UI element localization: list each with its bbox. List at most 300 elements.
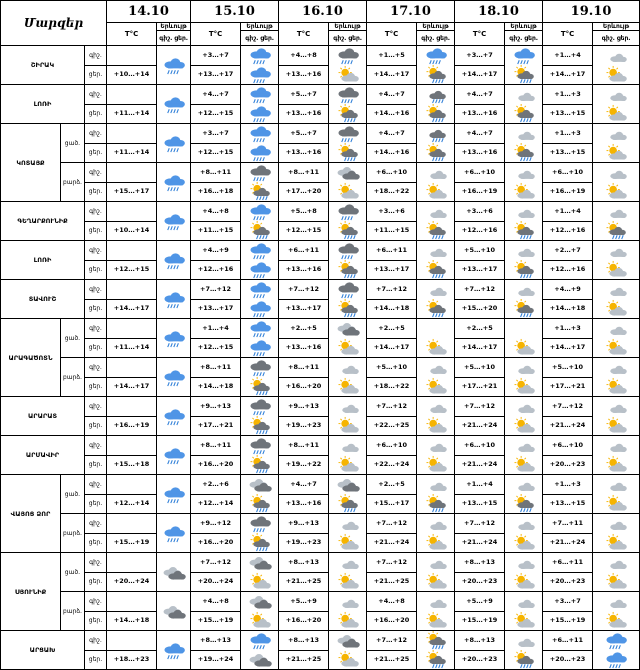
temperature-value	[107, 280, 157, 300]
sun-cloud-icon	[604, 494, 628, 513]
temperature-value: +21…+24	[367, 533, 417, 553]
time-of-day-label: գիշ․	[85, 475, 107, 495]
rain-icon	[162, 134, 186, 153]
phenomenon-cell	[329, 514, 367, 553]
temperature-value: +9…+13	[191, 397, 241, 417]
moon-cloud-icon	[424, 514, 448, 533]
temperature-value: +16…+20	[279, 611, 329, 631]
temperature-value: +16…+19	[455, 182, 505, 202]
rain-icon	[248, 124, 272, 143]
cloud-rain-icon	[248, 358, 272, 377]
time-of-day-label: գիշ․	[85, 85, 107, 105]
temperature-value: +5…+7	[279, 85, 329, 105]
rain-icon	[248, 85, 272, 104]
temperature-value: +16…+18	[191, 182, 241, 202]
sun-cloud-icon	[336, 377, 360, 396]
rain-icon	[162, 290, 186, 309]
temperature-value: +6…+10	[455, 163, 505, 183]
moon-cloud-icon	[604, 592, 628, 611]
temperature-value	[107, 553, 157, 573]
temperature-value: +8…+13	[455, 631, 505, 651]
sun-rain-icon	[424, 221, 448, 240]
phenomenon-cell	[241, 319, 279, 358]
temperature-value: +7…+12	[455, 397, 505, 417]
phenomenon-cell	[241, 280, 279, 319]
temperature-value: +17…+20	[279, 182, 329, 202]
time-of-day-label: գիշ․	[85, 202, 107, 222]
temperature-value: +9…+12	[191, 514, 241, 534]
rain-icon	[162, 251, 186, 270]
sun-rain-icon	[512, 650, 536, 669]
time-of-day-label: գիշ․	[85, 553, 107, 573]
temperature-value: +4…+8	[367, 592, 417, 612]
temperature-value: +9…+13	[279, 397, 329, 417]
table-row	[1, 455, 640, 475]
phenomenon-cell	[241, 475, 279, 514]
temperature-value	[107, 436, 157, 456]
sun-rain-icon	[512, 260, 536, 279]
time-of-day-label: ցեր․	[85, 494, 107, 514]
temperature-value: +14…+16	[367, 104, 417, 124]
phenomenon-cell	[593, 319, 640, 358]
table-row	[1, 124, 640, 144]
moon-cloud-icon	[512, 475, 536, 494]
day-night-subheader	[241, 31, 279, 46]
sun-cloud-icon	[604, 572, 628, 591]
rain-icon	[162, 641, 186, 660]
region-label: ՍՅՈՒՆԻՔ	[1, 553, 61, 631]
phenomenon-cell	[157, 397, 191, 436]
sun-cloud-icon	[512, 338, 536, 357]
table-row	[1, 416, 640, 436]
table-row	[1, 260, 640, 280]
temperature-value	[107, 319, 157, 339]
sun-cloud-icon	[248, 572, 272, 591]
phenomenon-cell	[157, 514, 191, 553]
phenomenon-cell	[329, 85, 367, 124]
phenomenon-cell	[417, 631, 455, 670]
temperature-value: +21…+25	[367, 650, 417, 670]
phenomenon-cell	[505, 163, 543, 202]
sun-rain-icon	[604, 221, 628, 240]
sun-rain-icon	[512, 299, 536, 318]
sun-cloud-icon	[336, 338, 360, 357]
temperature-value: +21…+25	[279, 572, 329, 592]
time-of-day-label: ցեր․	[85, 182, 107, 202]
phenomenon-cell	[593, 358, 640, 397]
temperature-value: +4…+7	[367, 124, 417, 144]
temperature-value: +20…+24	[191, 572, 241, 592]
temperature-value	[107, 592, 157, 612]
time-of-day-label: ցեր․	[85, 533, 107, 553]
temperature-value: +1…+4	[191, 319, 241, 339]
temperature-value: +15…+19	[191, 611, 241, 631]
cloud-icon	[248, 650, 272, 669]
phenomenon-cell	[241, 514, 279, 553]
rain-icon	[248, 202, 272, 221]
table-row	[1, 650, 640, 670]
sun-cloud-icon	[512, 455, 536, 474]
moon-cloud-icon	[604, 553, 628, 572]
phenomenon-cell	[329, 124, 367, 163]
temperature-value: +12…+16	[455, 221, 505, 241]
temperature-value: +15…+18	[107, 455, 157, 475]
temperature-value: +2…+5	[279, 319, 329, 339]
temperature-value: +20…+23	[543, 650, 593, 670]
region-label: ԱՐԱԳԱԾՈՏՆ	[1, 319, 61, 397]
sun-rain-icon	[512, 494, 536, 513]
temperature-value: +4…+8	[191, 592, 241, 612]
temperature-value: +19…+22	[279, 455, 329, 475]
phenomenon-cell	[329, 280, 367, 319]
sun-cloud-icon	[424, 533, 448, 552]
table-row	[1, 104, 640, 124]
sun-rain-icon	[336, 143, 360, 162]
temperature-value: +1…+5	[367, 46, 417, 66]
sun-rain-icon	[248, 221, 272, 240]
moon-rain-icon	[424, 85, 448, 104]
sun-rain-icon	[336, 299, 360, 318]
moon-cloud-icon	[424, 475, 448, 494]
moon-rain-icon	[424, 124, 448, 143]
phenomenon-cell	[241, 436, 279, 475]
temperature-value: +1…+3	[543, 475, 593, 495]
time-of-day-label: գիշ․	[85, 592, 107, 612]
sun-cloud-icon	[336, 416, 360, 435]
temperature-value: +6…+10	[367, 436, 417, 456]
temperature-value: +12…+14	[107, 494, 157, 514]
temperature-value: +21…+24	[455, 533, 505, 553]
phenomenon-cell	[157, 592, 191, 631]
temperature-value: +13…+16	[279, 494, 329, 514]
phenomenon-cell	[241, 592, 279, 631]
rain-icon	[248, 65, 272, 84]
sun-rain-icon	[248, 494, 272, 513]
sun-cloud-icon	[424, 572, 448, 591]
sun-cloud-icon	[424, 182, 448, 201]
temperature-value: +19…+24	[191, 650, 241, 670]
phenomenon-cell	[417, 514, 455, 553]
phenomenon-header: Երևույթ	[241, 23, 279, 31]
sun-rain-icon	[248, 416, 272, 435]
moon-cloud-icon	[512, 436, 536, 455]
region-label: ԱՐՄԱՎԻՐ	[1, 436, 85, 475]
cloud-rain-icon	[248, 397, 272, 416]
temperature-value: +14…+16	[367, 143, 417, 163]
phenomenon-cell	[417, 475, 455, 514]
temp-header: T°C	[191, 23, 241, 46]
phenomenon-cell	[505, 553, 543, 592]
sun-rain-icon	[424, 494, 448, 513]
time-of-day-label: ցեր․	[85, 338, 107, 358]
sun-rain-icon	[336, 260, 360, 279]
phenomenon-cell	[329, 319, 367, 358]
temperature-value: +17…+21	[455, 377, 505, 397]
day-night-subheader	[505, 31, 543, 46]
phenomenon-cell	[505, 475, 543, 514]
phenomenon-cell	[329, 241, 367, 280]
rain-icon	[248, 319, 272, 338]
temperature-value	[107, 85, 157, 105]
phenomenon-cell	[593, 280, 640, 319]
sun-rain-icon	[424, 631, 448, 650]
sun-cloud-icon	[604, 611, 628, 630]
time-of-day-label: ցեր․	[85, 221, 107, 241]
date-4: 17.10	[367, 1, 455, 23]
sun-rain-icon	[336, 494, 360, 513]
temperature-value: +8…+11	[191, 163, 241, 183]
phenomenon-cell	[241, 241, 279, 280]
table-row	[1, 65, 640, 85]
temperature-value	[107, 631, 157, 651]
time-of-day-label: ցեր․	[85, 260, 107, 280]
moon-cloud-icon	[512, 202, 536, 221]
phenomenon-cell	[241, 397, 279, 436]
table-row	[1, 611, 640, 631]
sun-cloud-icon	[512, 377, 536, 396]
forecast-body	[1, 46, 640, 670]
phenomenon-cell	[505, 202, 543, 241]
phenomenon-cell	[593, 241, 640, 280]
sun-cloud-icon	[604, 299, 628, 318]
table-row	[1, 572, 640, 592]
cloud-rain-icon	[336, 202, 360, 221]
temperature-value: +11…+14	[107, 338, 157, 358]
temperature-value: +7…+12	[455, 514, 505, 534]
moon-cloud-icon	[604, 436, 628, 455]
time-of-day-label: գիշ․	[85, 514, 107, 534]
table-row	[1, 494, 640, 514]
temperature-value: +15…+17	[367, 494, 417, 514]
temperature-value: +7…+12	[367, 280, 417, 300]
temperature-value: +2…+5	[455, 319, 505, 339]
table-row	[1, 280, 640, 300]
moon-cloud-icon	[604, 397, 628, 416]
phenomenon-cell	[157, 124, 191, 163]
cloud-icon	[336, 163, 360, 182]
cloud-icon	[248, 592, 272, 611]
temperature-value: +14…+17	[543, 65, 593, 85]
cloud-icon	[248, 553, 272, 572]
cloud-icon	[162, 602, 186, 621]
sun-rain-icon	[248, 455, 272, 474]
phenomenon-cell	[417, 241, 455, 280]
temperature-value: +8…+11	[279, 358, 329, 378]
rain-icon	[512, 46, 536, 65]
phenomenon-cell	[593, 436, 640, 475]
temperature-value: +3…+7	[191, 46, 241, 66]
region-label: ՎԱՅՈՑ ՁՈՐ	[1, 475, 61, 553]
temperature-value: +7…+11	[543, 514, 593, 534]
moon-cloud-icon	[336, 514, 360, 533]
temperature-value	[107, 241, 157, 261]
temperature-value: +4…+7	[191, 85, 241, 105]
temperature-value: +14…+18	[107, 611, 157, 631]
temperature-value: +20…+23	[543, 572, 593, 592]
temperature-value: +6…+11	[543, 553, 593, 573]
cloud-rain-icon	[336, 241, 360, 260]
sun-cloud-icon	[604, 416, 628, 435]
phenomenon-cell	[241, 163, 279, 202]
moon-cloud-icon	[604, 475, 628, 494]
time-of-day-label: ցեր․	[85, 611, 107, 631]
temperature-value: +17…+21	[191, 416, 241, 436]
temperature-value: +6…+10	[543, 163, 593, 183]
sun-cloud-icon	[248, 611, 272, 630]
phenomenon-cell	[241, 46, 279, 85]
temperature-value: +13…+15	[543, 494, 593, 514]
zone-label: ցած․	[61, 475, 85, 514]
time-of-day-label: ցեր․	[85, 377, 107, 397]
temperature-value: +5…+9	[279, 592, 329, 612]
region-label: ԳԵՂԱՐՔՈՒՆԻՔ	[1, 202, 85, 241]
temperature-value: +17…+21	[543, 377, 593, 397]
temperature-value: +18…+22	[367, 377, 417, 397]
phenomenon-cell	[157, 319, 191, 358]
phenomenon-cell	[505, 631, 543, 670]
rain-icon	[162, 95, 186, 114]
temperature-value: +6…+10	[367, 163, 417, 183]
sun-cloud-icon	[336, 650, 360, 669]
day-night-subheader	[417, 31, 455, 46]
moon-cloud-icon	[604, 280, 628, 299]
temperature-value: +4…+8	[191, 202, 241, 222]
temperature-value: +4…+7	[455, 124, 505, 144]
rain-icon	[424, 46, 448, 65]
temperature-value: +2…+5	[367, 475, 417, 495]
phenomenon-cell	[157, 163, 191, 202]
temperature-value: +1…+4	[455, 475, 505, 495]
moon-cloud-icon	[424, 592, 448, 611]
sun-cloud-icon	[424, 455, 448, 474]
sun-rain-icon	[248, 533, 272, 552]
temperature-value: +13…+16	[279, 143, 329, 163]
zone-label: ցած․	[61, 553, 85, 592]
temperature-value: +3…+6	[455, 202, 505, 222]
rain-icon	[162, 173, 186, 192]
temperature-value: +13…+16	[455, 104, 505, 124]
phenomenon-cell	[593, 514, 640, 553]
moon-cloud-icon	[512, 631, 536, 650]
sun-cloud-icon	[512, 533, 536, 552]
night-label: գիշ․	[509, 34, 523, 42]
night-label: գիշ․	[333, 34, 347, 42]
moon-cloud-icon	[424, 436, 448, 455]
moon-cloud-icon	[424, 202, 448, 221]
phenomenon-cell	[505, 124, 543, 163]
temperature-value: +6…+10	[455, 436, 505, 456]
temperature-value: +7…+12	[191, 280, 241, 300]
phenomenon-cell	[593, 631, 640, 670]
phenomenon-header: Երևույթ	[505, 23, 543, 31]
phenomenon-cell	[593, 202, 640, 241]
day-label: ցեր․	[436, 34, 450, 42]
time-of-day-label: ցեր․	[85, 455, 107, 475]
region-label: ԱՐԱՐԱՏ	[1, 397, 85, 436]
day-label: ցեր․	[524, 34, 538, 42]
temperature-value: +11…+15	[367, 221, 417, 241]
moon-cloud-icon	[336, 358, 360, 377]
temperature-value: +15…+20	[455, 299, 505, 319]
temperature-value	[107, 202, 157, 222]
day-label: ցեր․	[616, 34, 631, 42]
cloud-rain-icon	[336, 85, 360, 104]
temperature-value: +13…+16	[279, 260, 329, 280]
temperature-value: +12…+15	[191, 104, 241, 124]
phenomenon-cell	[417, 280, 455, 319]
moon-icon	[512, 319, 536, 338]
temp-header: T°C	[367, 23, 417, 46]
temp-header: T°C	[543, 23, 593, 46]
temperature-value	[107, 397, 157, 417]
sun-cloud-icon	[336, 572, 360, 591]
temperature-value: +8…+13	[279, 553, 329, 573]
time-of-day-label: գիշ․	[85, 631, 107, 651]
date-1: 14.10	[107, 1, 191, 23]
phenomenon-cell	[157, 475, 191, 514]
phenomenon-cell	[157, 436, 191, 475]
date-3: 16.10	[279, 1, 367, 23]
temperature-value: +1…+4	[543, 202, 593, 222]
table-row	[1, 475, 640, 495]
day-night-subheader	[157, 31, 191, 46]
temperature-value: +1…+3	[543, 85, 593, 105]
day-label: ցեր․	[260, 34, 274, 42]
phenomenon-cell	[593, 397, 640, 436]
temperature-value: +11…+14	[107, 143, 157, 163]
temperature-value: +14…+17	[107, 299, 157, 319]
day-night-subheader	[593, 31, 640, 46]
phenomenon-cell	[329, 592, 367, 631]
temperature-value	[107, 46, 157, 66]
phenomenon-cell	[505, 436, 543, 475]
temperature-value: +16…+20	[191, 455, 241, 475]
phenomenon-cell	[417, 124, 455, 163]
temperature-value: +2…+7	[543, 241, 593, 261]
temperature-value: +13…+16	[455, 143, 505, 163]
phenomenon-header: Երևույթ	[417, 23, 455, 31]
temperature-value: +14…+17	[455, 65, 505, 85]
temperature-value: +5…+8	[279, 202, 329, 222]
temperature-value: +15…+17	[107, 182, 157, 202]
temperature-value: +15…+19	[543, 611, 593, 631]
temperature-value: +15…+19	[455, 611, 505, 631]
temperature-value: +18…+23	[107, 650, 157, 670]
temperature-value: +8…+13	[191, 631, 241, 651]
sun-cloud-icon	[336, 611, 360, 630]
phenomenon-cell	[329, 553, 367, 592]
phenomenon-cell	[593, 475, 640, 514]
sun-cloud-icon	[512, 416, 536, 435]
table-row	[1, 338, 640, 358]
moon-icon	[424, 319, 448, 338]
phenomenon-cell	[157, 631, 191, 670]
moon-cloud-icon	[604, 46, 628, 65]
rain-icon	[162, 524, 186, 543]
time-of-day-label: գիշ․	[85, 241, 107, 261]
temperature-value: +9…+13	[279, 514, 329, 534]
region-label: ԼՈՌԻ	[1, 241, 85, 280]
temperature-value: +1…+3	[543, 124, 593, 144]
sun-cloud-icon	[336, 455, 360, 474]
time-of-day-label: ցեր․	[85, 650, 107, 670]
temperature-value: +12…+16	[191, 260, 241, 280]
moon-cloud-icon	[336, 592, 360, 611]
temperature-value: +10…+14	[107, 65, 157, 85]
sun-cloud-icon	[424, 377, 448, 396]
temperature-value: +5…+10	[455, 241, 505, 261]
temperature-value: +8…+11	[279, 163, 329, 183]
